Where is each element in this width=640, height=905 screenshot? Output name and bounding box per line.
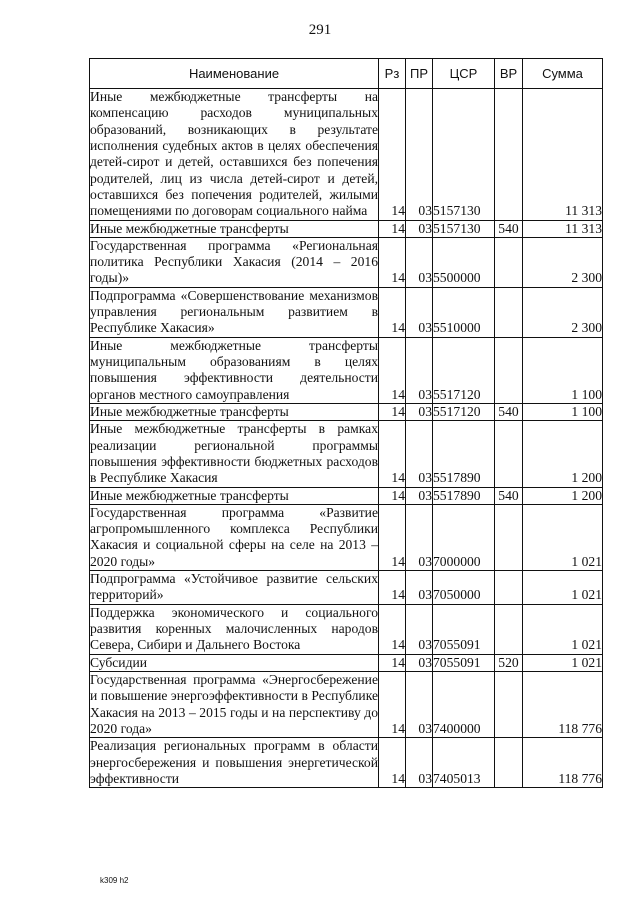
cell-rz: 14 — [379, 403, 406, 420]
cell-vr — [495, 604, 523, 654]
cell-rz: 14 — [379, 654, 406, 671]
header-csr: ЦСР — [433, 59, 495, 89]
cell-rz: 14 — [379, 89, 406, 221]
cell-pr: 03 — [406, 287, 433, 337]
cell-csr: 5517890 — [433, 487, 495, 504]
cell-csr: 7055091 — [433, 654, 495, 671]
cell-vr — [495, 738, 523, 788]
budget-table — [89, 58, 603, 788]
cell-name: Реализация региональных программ в области энергосбережения и повышения энергетической эффективности — [90, 738, 378, 786]
cell-rz: 14 — [379, 237, 406, 287]
cell-vr: 540 — [495, 487, 523, 504]
cell-csr: 5510000 — [433, 287, 495, 337]
cell-sum: 118 776 — [523, 738, 603, 788]
table-row — [90, 89, 603, 221]
header-vr: ВР — [495, 59, 523, 89]
cell-name: Иные межбюджетные трансферты на компенсацию расходов муниципальных образований, возникающих в результате исполнения судебных актов в целях обеспечения детей-сирот и детей, оставшихся без попечения родителей, лиц из числа детей-сирот и детей, оставшихся без попечения родителей, жилыми помещениями по договорам социального найма — [90, 89, 378, 219]
table-row — [90, 738, 603, 788]
cell-pr: 03 — [406, 604, 433, 654]
cell-rz: 14 — [379, 671, 406, 737]
cell-name: Иные межбюджетные трансферты муниципальным образованиям в целях повышения эффективности деятельности органов местного самоуправления — [90, 337, 378, 402]
table-row — [90, 287, 603, 337]
cell-vr — [495, 89, 523, 221]
cell-rz: 14 — [379, 504, 406, 570]
cell-vr: 540 — [495, 220, 523, 237]
cell-name: Иные межбюджетные трансферты — [90, 487, 379, 504]
cell-pr: 03 — [406, 220, 433, 237]
cell-sum: 1 200 — [523, 487, 603, 504]
cell-csr: 5517120 — [433, 403, 495, 420]
cell-vr — [495, 421, 523, 487]
cell-name: Подпрограмма «Устойчивое развитие сельских территорий» — [90, 571, 378, 603]
table-row — [90, 237, 603, 287]
cell-rz: 14 — [379, 487, 406, 504]
cell-sum: 118 776 — [523, 671, 603, 737]
cell-vr: 520 — [495, 654, 523, 671]
cell-vr — [495, 571, 523, 605]
cell-sum: 11 313 — [523, 220, 603, 237]
table-row — [90, 421, 603, 487]
table-row — [90, 487, 603, 504]
cell-sum: 2 300 — [523, 237, 603, 287]
cell-vr — [495, 337, 523, 403]
cell-name: Подпрограмма «Совершенствование механизмов управления региональным развитием в Республике Хакасия» — [90, 287, 378, 336]
cell-sum: 1 021 — [523, 654, 603, 671]
cell-csr: 7400000 — [433, 671, 495, 737]
table-row — [90, 220, 603, 237]
cell-sum: 1 021 — [523, 504, 603, 570]
cell-pr: 03 — [406, 738, 433, 788]
cell-sum: 1 021 — [523, 604, 603, 654]
cell-csr: 5517120 — [433, 337, 495, 403]
cell-sum: 1 021 — [523, 571, 603, 605]
cell-pr: 03 — [406, 671, 433, 737]
cell-sum: 1 200 — [523, 421, 603, 487]
table-row — [90, 337, 603, 403]
cell-vr — [495, 671, 523, 737]
header-rz: Рз — [379, 59, 406, 89]
cell-vr: 540 — [495, 403, 523, 420]
footer-stamp: k309 h2 — [100, 876, 129, 885]
cell-sum: 1 100 — [523, 403, 603, 420]
cell-vr — [495, 237, 523, 287]
cell-csr: 5157130 — [433, 89, 495, 221]
cell-pr: 03 — [406, 237, 433, 287]
header-sum: Сумма — [523, 59, 603, 89]
cell-name: Субсидии — [90, 654, 379, 671]
table-row — [90, 571, 603, 605]
cell-name: Иные межбюджетные трансферты — [90, 403, 379, 420]
cell-csr: 5500000 — [433, 237, 495, 287]
page-number: 291 — [308, 22, 332, 38]
cell-pr: 03 — [406, 403, 433, 420]
cell-sum: 1 100 — [523, 337, 603, 403]
cell-vr — [495, 287, 523, 337]
cell-pr: 03 — [406, 654, 433, 671]
cell-csr: 5517890 — [433, 421, 495, 487]
cell-name: Государственная программа «Развитие агропромышленного комплекса Республики Хакасия и социальной сферы на селе на 2013 – 2020 годы» — [90, 504, 378, 569]
cell-name: Иные межбюджетные трансферты — [90, 220, 379, 237]
table-body — [90, 89, 603, 788]
cell-name: Поддержка экономического и социального развития коренных малочисленных народов Севера, Сибири и Дальнего Востока — [90, 604, 378, 653]
cell-csr: 7000000 — [433, 504, 495, 570]
table-row — [90, 671, 603, 737]
cell-rz: 14 — [379, 738, 406, 788]
cell-csr: 5157130 — [433, 220, 495, 237]
table-row — [90, 654, 603, 671]
cell-rz: 14 — [379, 604, 406, 654]
cell-rz: 14 — [379, 571, 406, 605]
table-header-row — [90, 59, 603, 89]
cell-csr: 7405013 — [433, 738, 495, 788]
header-pr: ПР — [406, 59, 433, 89]
cell-pr: 03 — [406, 571, 433, 605]
cell-pr: 03 — [406, 487, 433, 504]
cell-sum: 2 300 — [523, 287, 603, 337]
header-name: Наименование — [90, 59, 379, 89]
cell-pr: 03 — [406, 337, 433, 403]
table-row — [90, 604, 603, 654]
cell-pr: 03 — [406, 504, 433, 570]
cell-pr: 03 — [406, 421, 433, 487]
table-row — [90, 403, 603, 420]
cell-name: Иные межбюджетные трансферты в рамках реализации региональной программы повышения эффективности бюджетных расходов в Республике Хакасия — [90, 421, 378, 486]
cell-csr: 7055091 — [433, 604, 495, 654]
cell-sum: 11 313 — [523, 89, 603, 221]
cell-rz: 14 — [379, 220, 406, 237]
cell-vr — [495, 504, 523, 570]
cell-name: Государственная программа «Региональная политика Республики Хакасия (2014 – 2016 годы)» — [90, 237, 378, 286]
cell-rz: 14 — [379, 287, 406, 337]
table-row — [90, 504, 603, 570]
cell-csr: 7050000 — [433, 571, 495, 605]
cell-rz: 14 — [379, 337, 406, 403]
cell-rz: 14 — [379, 421, 406, 487]
cell-name: Государственная программа «Энергосбережение и повышение энергоэффективности в Республике Хакасия на 2013 – 2015 годы и на перспективу до 2020 года» — [90, 671, 378, 736]
cell-pr: 03 — [406, 89, 433, 221]
